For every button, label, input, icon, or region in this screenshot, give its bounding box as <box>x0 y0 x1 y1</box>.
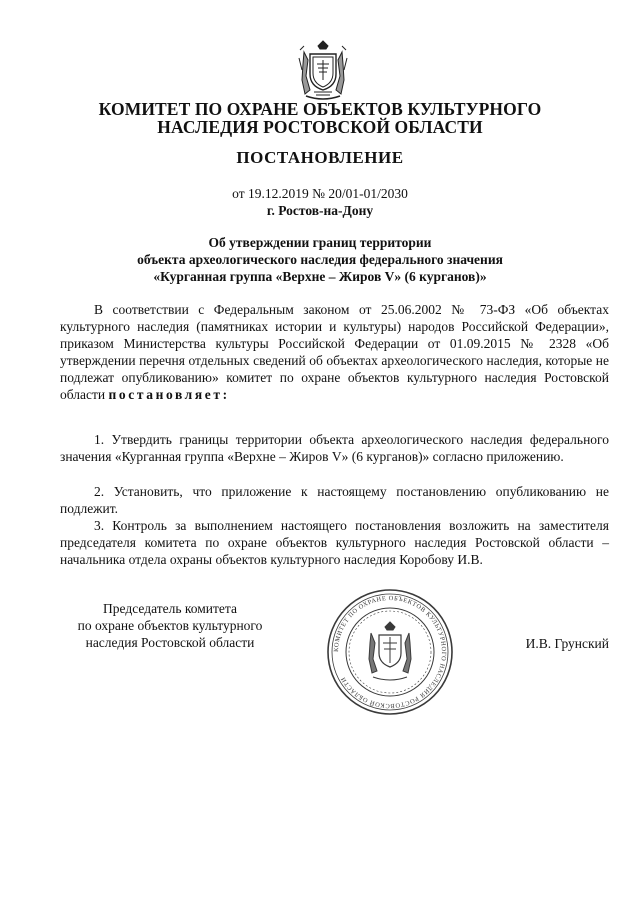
seal-ring-text: КОМИТЕТ ПО ОХРАНЕ ОБЪЕКТОВ КУЛЬТУРНОГО НАСЛЕДИЯ РОСТОВСКОЙ ОБЛАСТИ <box>332 594 448 710</box>
document-subject <box>0 234 640 285</box>
document-city: г. Ростов-на-Дону <box>266 203 374 218</box>
item-2-paragraph: 2. Установить, что приложение к настоящему постановлению опубликованию не подлежит. <box>60 484 609 516</box>
official-seal <box>325 587 455 717</box>
resolves-text: постановляет: <box>108 387 230 402</box>
organization-name <box>0 100 640 136</box>
document-type: ПОСТАНОВЛЕНИЕ <box>236 148 404 167</box>
preamble-paragraph <box>60 301 609 403</box>
item-1-paragraph: 1. Утвердить границы территории объекта археологического наследия федерального значения «Курганная группа «Верхне – Жиров V» (6 курганов)» согласно приложению. <box>60 432 609 464</box>
item-3-paragraph: 3. Контроль за выполнением настоящего постановления возложить на заместителя председателя комитета по охране объектов культурного наследия Ростовской области – начальника отдела охраны объектов культурного наследия Коробову И.В. <box>60 518 609 567</box>
organization-line-2: НАСЛЕДИЯ РОСТОВСКОЙ ОБЛАСТИ <box>157 117 483 137</box>
subject-line-1: Об утверждении границ территории <box>208 235 432 250</box>
document-date-number: от 19.12.2019 № 20/01-01/2030 <box>232 186 408 201</box>
preamble-text: В соответствии с Федеральным законом от 25.06.2002 № 73-ФЗ «Об объектах культурного наследия (памятниках истории и культуры) народов Российской Федерации», приказом Министерства культуры Российской Федерации от 01.09.2015 № 2328 «Об утверждении перечня отдельных сведений об объектах археологического наследия, которые не подлежат опубликованию» комитет по охране объектов культурного наследия Ростовской области <box>60 302 609 402</box>
subject-line-2: объекта археологического наследия федерального значения <box>137 252 503 267</box>
signer-title-line-1: Председатель комитета <box>103 601 237 616</box>
organization-line-1: КОМИТЕТ ПО ОХРАНЕ ОБЪЕКТОВ КУЛЬТУРНОГО <box>98 99 542 119</box>
subject-line-3: «Курганная группа «Верхне – Жиров V» (6 курганов)» <box>153 269 487 284</box>
signer-title-line-2: по охране объектов культурного <box>77 618 263 633</box>
signer-title <box>60 600 280 651</box>
coat-of-arms-emblem <box>296 40 350 104</box>
signer-title-line-3: наследия Ростовской области <box>85 635 255 650</box>
signer-name: И.В. Грунский <box>525 636 609 651</box>
